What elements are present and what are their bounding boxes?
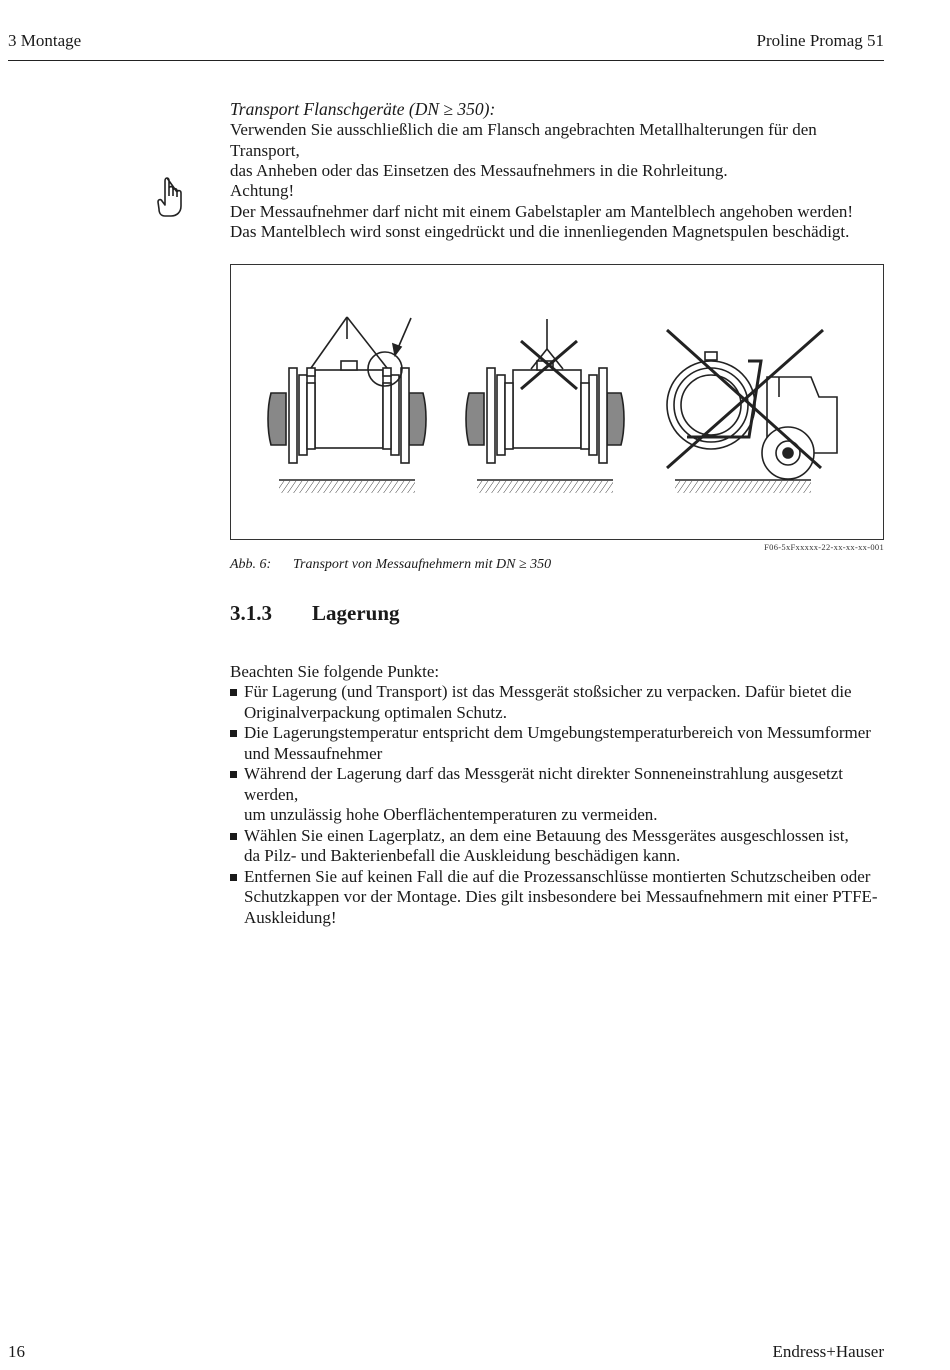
warning-text-line: Der Messaufnehmer darf nicht mit einem Gabelstapler am Mantelblech angehoben werden! <box>230 201 854 221</box>
bullet-square-icon <box>230 771 237 778</box>
list-item-line: da Pilz- und Bakterienbefall die Auskleidung beschädigen kann. <box>244 846 681 865</box>
storage-bullet-list <box>230 682 890 928</box>
bullet-square-icon <box>230 833 237 840</box>
transport-text-line: Verwenden Sie ausschließlich die am Flansch angebrachten Metallhalterungen für den Transport, <box>230 120 817 160</box>
brand-name: Endress+Hauser <box>772 1342 884 1361</box>
bullet-square-icon <box>230 689 237 696</box>
list-item <box>230 682 890 723</box>
list-item-line: um unzulässig hohe Oberflächentemperaturen zu vermeiden. <box>244 805 658 824</box>
caption-text: Transport von Messaufnehmern mit DN ≥ 350 <box>293 557 552 572</box>
transport-heading: Transport Flanschgeräte (DN ≥ 350): <box>230 99 496 119</box>
section-number: 3.1.3 <box>230 601 272 625</box>
figure-code: F06-5xFxxxxx-22-xx-xx-xx-001 <box>764 542 884 552</box>
list-item-line: Wählen Sie einen Lagerplatz, an dem eine Betauung des Messgerätes ausgeschlossen ist, <box>244 825 849 845</box>
header-rule <box>8 60 884 61</box>
product-name: Proline Promag 51 <box>756 31 884 50</box>
wrong-lifting-scene <box>466 319 624 493</box>
transport-text-line: das Anheben oder das Einsetzen des Messaufnehmers in die Rohrleitung. <box>230 161 728 180</box>
list-item <box>230 826 890 867</box>
section-title: Lagerung <box>312 601 400 625</box>
chapter-title: 3 Montage <box>8 31 82 50</box>
list-item-line: Während der Lagerung darf das Messgerät nicht direkter Sonneneinstrahlung ausgesetzt werden, <box>244 764 844 804</box>
bullet-square-icon <box>230 730 237 737</box>
list-item-line: Auskleidung! <box>244 907 337 927</box>
list-item-line: und Messaufnehmer <box>244 743 383 763</box>
transport-illustration <box>231 265 885 541</box>
warning-title: Achtung! <box>230 181 295 200</box>
list-item-line: Originalverpackung optimalen Schutz. <box>244 702 507 722</box>
warning-text-line: Das Mantelblech wird sonst eingedrückt und die innenliegenden Magnetspulen beschädigt. <box>230 222 850 241</box>
wrong-forklift-scene <box>667 330 837 493</box>
section-heading <box>230 601 400 626</box>
list-item <box>230 764 890 826</box>
list-item <box>230 867 890 929</box>
list-item <box>230 723 890 764</box>
list-item-line: Für Lagerung (und Transport) ist das Messgerät stoßsicher zu verpacken. Dafür bietet die <box>244 682 852 701</box>
section-intro: Beachten Sie folgende Punkte: <box>230 662 440 681</box>
figure-caption <box>230 557 551 573</box>
correct-lifting-scene <box>268 317 426 493</box>
warning-block <box>230 181 890 243</box>
bullet-square-icon <box>230 874 237 881</box>
list-item-line: Schutzkappen vor der Montage. Dies gilt insbesondere bei Messaufnehmern mit einer PTFE- <box>244 887 878 906</box>
transport-figure <box>230 264 884 540</box>
pointing-hand-icon <box>153 176 185 218</box>
transport-text <box>230 120 890 182</box>
caption-label: Abb. 6: <box>230 557 272 572</box>
list-item-line: Entfernen Sie auf keinen Fall die auf die Prozessanschlüsse montierten Schutzscheiben oder <box>244 866 871 886</box>
list-item-line: Die Lagerungstemperatur entspricht dem Umgebungstemperaturbereich von Messumformer <box>244 723 871 742</box>
page-number: 16 <box>8 1342 25 1361</box>
